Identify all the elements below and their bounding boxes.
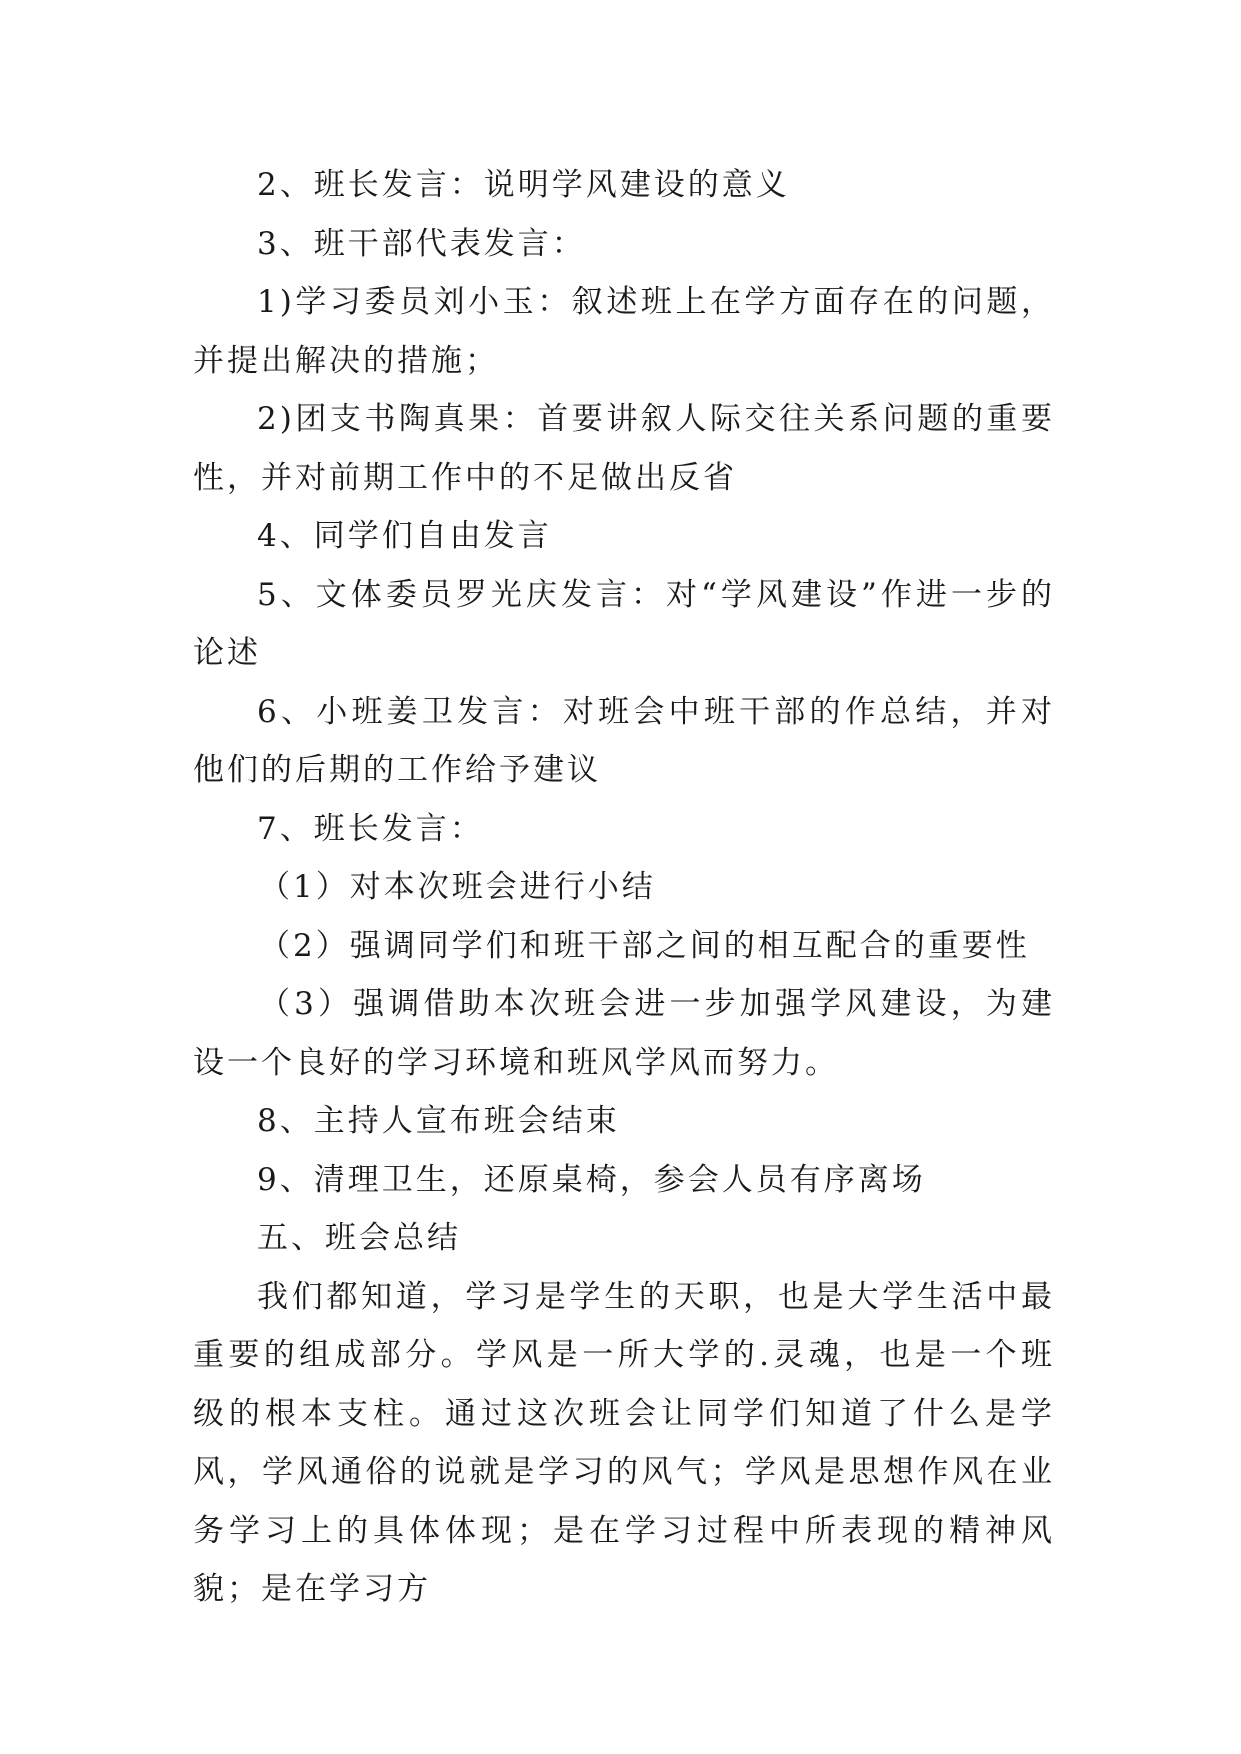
paragraph-item-9: 9、清理卫生，还原桌椅，参会人员有序离场 bbox=[257, 1161, 926, 1198]
paragraph-item-6: 6、小班姜卫发言：对班会中班干部的作总结，并对他们的后期的工作给予建议 bbox=[193, 693, 1055, 788]
paragraph-item-3: 3、班干部代表发言： bbox=[257, 225, 586, 262]
paragraph-item-7-3: （3）强调借助本次班会进一步加强学风建设，为建设一个良好的学习环境和班风学风而努力。 bbox=[193, 986, 1055, 1081]
paragraph-item-7: 7、班长发言： bbox=[257, 810, 484, 847]
paragraph-item-4: 4、同学们自由发言 bbox=[257, 518, 552, 554]
paragraph-item-5: 5、文体委员罗光庆发言：对“学风建设”作进一步的论述 bbox=[193, 576, 1055, 671]
paragraph-item-2: 2、班长发言：说明学风建设的意义 bbox=[257, 167, 790, 203]
paragraph-summary-body: 我们都知道，学习是学生的天职，也是大学生活中最重要的组成部分。学风是一所大学的.灵魂，也是一个班级的根本支柱。通过这次班会让同学们知道了什么是学风，学风通俗的说就是学习的风气；学风是思想作风在业务学习上的具体体现；是在学习过程中所表现的精神风貌；是在学习方 bbox=[193, 1278, 1055, 1607]
paragraph-item-3-2: 2)团支书陶真果：首要讲叙人际交往关系问题的重要性，并对前期工作中的不足做出反省 bbox=[193, 401, 1055, 496]
paragraph-item-3-1: 1)学习委员刘小玉：叙述班上在学方面存在的问题，并提出解决的措施； bbox=[193, 284, 1055, 379]
document-body bbox=[193, 156, 1055, 1619]
paragraph-item-7-1: （1）对本次班会进行小结 bbox=[259, 869, 656, 905]
paragraph-item-7-2: （2）强调同学们和班干部之间的相互配合的重要性 bbox=[259, 927, 1030, 964]
section-heading-summary: 五、班会总结 bbox=[257, 1220, 461, 1256]
paragraph-item-8: 8、主持人宣布班会结束 bbox=[257, 1103, 620, 1139]
